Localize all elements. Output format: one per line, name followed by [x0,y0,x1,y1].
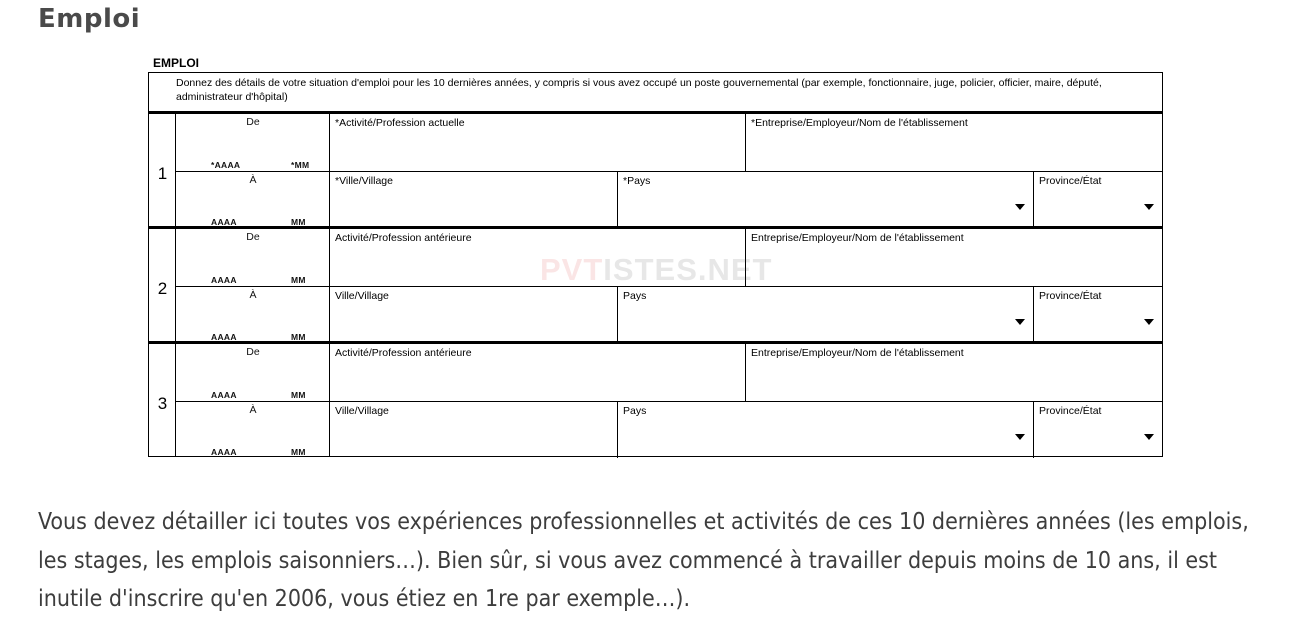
form-title: EMPLOI [153,56,200,70]
month-label: MM [291,447,306,457]
year-label: *AAAA [211,160,241,170]
employer-field[interactable] [746,114,1162,171]
watermark-part-a: PVT [540,252,604,287]
employer-field[interactable] [746,344,1162,401]
date-column [176,114,330,226]
city-field[interactable] [330,171,618,228]
date-to-label: À [249,404,257,416]
row-number: 3 [157,394,168,413]
date-from-field[interactable] [176,344,330,401]
province-label: Province/État [1039,290,1102,302]
date-to-label: À [249,174,257,186]
date-to-field[interactable] [176,286,330,343]
employer-label: *Entreprise/Employeur/Nom de l'établissement [751,117,968,129]
country-label: *Pays [623,175,651,187]
row-number-cell [149,229,176,341]
dropdown-arrow-icon[interactable] [1015,204,1025,210]
date-from-label: De [246,116,260,128]
country-dropdown[interactable] [618,286,1034,343]
description-paragraph: Vous devez détailler ici toutes vos expériences professionnelles et activités de ces 10 dernières années (les emplois, les stages, les emplois saisonniers…). Bien sûr, si vous avez commencé à travailler depuis moins de 10 ans, il est inutile d'inscrire qu'en 2006, vous étiez en 1re par exemple…). [38,509,1249,612]
date-to-field[interactable] [176,401,330,458]
date-from-field[interactable] [176,114,330,171]
date-from-label: De [246,231,260,243]
dropdown-arrow-icon[interactable] [1015,434,1025,440]
province-dropdown[interactable] [1034,171,1162,228]
activity-label: Activité/Profession antérieure [335,347,472,359]
city-field[interactable] [330,286,618,343]
country-label: Pays [623,405,647,417]
city-field[interactable] [330,401,618,458]
activity-field[interactable] [330,114,746,171]
employment-row [148,342,1163,457]
activity-field[interactable] [330,344,746,401]
date-from-field[interactable] [176,229,330,286]
date-column [176,229,330,341]
employment-row [148,112,1163,227]
province-label: Province/État [1039,175,1102,187]
dropdown-arrow-icon[interactable] [1144,319,1154,325]
month-label: MM [291,275,306,285]
country-dropdown[interactable] [618,171,1034,228]
date-to-field[interactable] [176,171,330,228]
city-label: Ville/Village [335,290,389,302]
dropdown-arrow-icon[interactable] [1144,204,1154,210]
country-dropdown[interactable] [618,401,1034,458]
year-label: AAAA [211,217,237,227]
country-label: Pays [623,290,647,302]
city-label: *Ville/Village [335,175,393,187]
city-label: Ville/Village [335,405,389,417]
watermark-part-b: ISTES.NET [603,252,773,287]
month-label: MM [291,390,306,400]
activity-label: *Activité/Profession actuelle [335,117,465,129]
date-column [176,344,330,456]
dropdown-arrow-icon[interactable] [1144,434,1154,440]
activity-label: Activité/Profession antérieure [335,232,472,244]
province-dropdown[interactable] [1034,401,1162,458]
province-label: Province/État [1039,405,1102,417]
province-dropdown[interactable] [1034,286,1162,343]
employer-label: Entreprise/Employeur/Nom de l'établissement [751,232,964,244]
section-heading: Emploi [38,4,141,34]
year-label: AAAA [211,390,237,400]
employer-label: Entreprise/Employeur/Nom de l'établissement [751,347,964,359]
year-label: AAAA [211,447,237,457]
row-number-cell [149,344,176,456]
employer-field[interactable] [746,229,1162,286]
row-number: 2 [157,279,168,298]
year-label: AAAA [211,332,237,342]
year-label: AAAA [211,275,237,285]
month-label: MM [291,332,306,342]
row-number-cell [149,114,176,226]
date-to-label: À [249,289,257,301]
watermark [540,252,773,288]
month-label: MM [291,217,306,227]
row-number: 1 [157,164,168,183]
form-instructions: Donnez des détails de votre situation d'emploi pour les 10 dernières années, y compris si vous avez occupé un poste gouvernemental (par exemple, fonctionnaire, juge, policier, officier, maire, député, administrateur d'hôpital) [148,72,1163,112]
date-from-label: De [246,346,260,358]
month-label: *MM [291,160,310,170]
dropdown-arrow-icon[interactable] [1015,319,1025,325]
